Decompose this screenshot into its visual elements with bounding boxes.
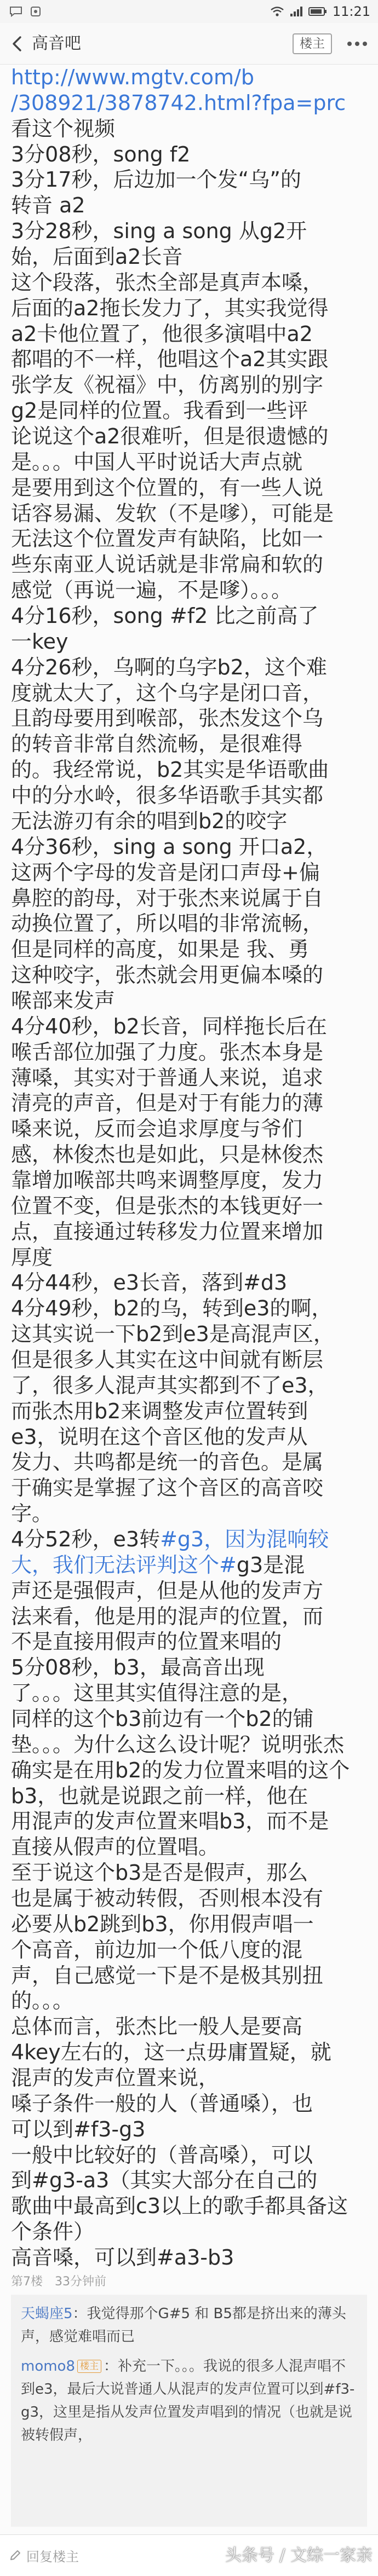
status-time: 11:21 <box>332 4 370 19</box>
post-time: 33分钟前 <box>55 2275 106 2289</box>
reply-text: ：我觉得那个G#5 和 B5都是挤出来的薄头声，感觉难唱而已 <box>21 2306 346 2345</box>
post-line: 话容易漏、发软（不是嗲），可能是 <box>11 501 334 525</box>
post-line <box>11 1527 375 1552</box>
post-line: 转音 a2 <box>11 193 85 218</box>
post-line: 4分44秒，e3长音，落到#d3 <box>11 1270 288 1295</box>
post-line: 于确实是掌握了这个音区的高音咬 <box>11 1476 324 1500</box>
post-line: 法来看，他是用的混声的位置，而 <box>11 1604 324 1628</box>
post-line: 也是属于被动转假，否则根本没有 <box>11 1886 324 1911</box>
post-line: 个高音，前边加一个低八度的混 <box>11 1937 303 1962</box>
floor-number: 第7楼 <box>11 2275 43 2289</box>
floor-meta <box>11 2273 106 2291</box>
post-line: a2卡他位置了，他很多演唱中a2 <box>11 321 313 346</box>
post-line: 3分08秒，song f2 <box>11 142 191 166</box>
post-line: 张学友《祝福》中，仿离别的别字 <box>11 373 324 397</box>
post-line: 至于说这个b3是否是假声，那么 <box>11 1861 308 1885</box>
post-line: 3分28秒，sing a song 从g2开 <box>11 219 307 244</box>
post-line: 嗓子条件一般的人（普通嗓），也 <box>11 2091 313 2116</box>
video-link[interactable]: http://www.mgtv.com/b <box>11 65 254 89</box>
battery-icon <box>308 7 327 16</box>
post-line: 声还是强假声，但是从他的发声方 <box>11 1578 324 1603</box>
reply-item[interactable] <box>21 2355 357 2447</box>
forum-title[interactable]: 高音吧 <box>32 34 81 53</box>
post-line: 这个段落，张杰全部是真声本嗓， <box>11 270 324 294</box>
reply-list <box>11 2295 367 2527</box>
post-text: 4分52秒，e3转 <box>11 1527 161 1551</box>
post-line <box>11 90 375 116</box>
post-line: 位置不变，但是张杰的本钱更好一 <box>11 1193 324 1218</box>
status-bar <box>0 0 378 23</box>
post-line: 5分08秒，b3，最高音出现 <box>11 1655 265 1680</box>
notification-icon <box>9 5 23 18</box>
reply-text: ：补充一下。。。我说的很多人混声唱不到e3，最后大说普通人从混声的发声位置可以到#f3-g3，这里是指从发声位置发声唱到的情况（也就是说被转假声， <box>21 2358 355 2444</box>
post-line <box>11 65 375 90</box>
post-line: 的转音非常自然流畅，是很难得 <box>11 732 303 756</box>
post-line: 嗓来说，反而会追求厚度与爷们 <box>11 1117 303 1141</box>
owner-badge: 楼主 <box>77 2360 101 2373</box>
post-line: 歌曲中最高到c3以上的歌手都具备这 <box>11 2194 348 2219</box>
post-line: 度就太大了，这个乌字是闭口音， <box>11 680 324 705</box>
post-line: 感，林俊杰也是如此，只是林俊杰 <box>11 1142 324 1167</box>
post-line: 些东南亚人说话就是非常扁和软的 <box>11 552 324 577</box>
post-line: 鼻腔的韵母，对于张杰来说属于自 <box>11 886 324 910</box>
video-link[interactable]: /308921/3878742.html?fpa=prc <box>11 90 346 115</box>
post-line: 但是同样的高度，如果是 我、勇 <box>11 937 310 962</box>
post-line: 直接从假声的位置唱。 <box>11 1835 220 1859</box>
post-line: g2是同样的位置。我看到一些评 <box>11 398 308 423</box>
post-line: 4分36秒，sing a song 开口a2， <box>11 834 328 859</box>
post-line: 后面的a2拖长发力了，其实我觉得 <box>11 296 329 320</box>
reply-username[interactable]: 天蝎座5 <box>21 2306 73 2322</box>
post-line: 4分40秒，b2长音，同样拖长后在 <box>11 1014 327 1038</box>
post-line: 无法游刃有余的唱到b2的咬字 <box>11 808 288 833</box>
post-line: 厚度 <box>11 1245 53 1269</box>
post-line: 薄嗓，其实对于普通人来说，追求 <box>11 1065 324 1090</box>
post-line: 一key <box>11 629 68 654</box>
post-text: g3是混 <box>236 1552 305 1577</box>
post-line: 垫。。。为什么这么设计呢？说明张杰 <box>11 1732 345 1757</box>
post-line: 不是直接用假声的位置来唱的 <box>11 1630 282 1654</box>
post-line: 了，很多人混声其实都到不了e3， <box>11 1373 329 1397</box>
post-line: 清亮的声音，但是对于有能力的薄 <box>11 1091 324 1116</box>
post-line: 是。。。中国人平时说话大声点就 <box>11 449 303 474</box>
reply-placeholder: 回复楼主 <box>26 2549 79 2565</box>
pencil-icon <box>9 2549 22 2562</box>
status-notifications <box>9 0 42 23</box>
post-line: 这其实说一下b2到e3是高混声区， <box>11 1322 334 1347</box>
post-line: 了。。。这里其实值得注意的是， <box>11 1681 303 1706</box>
post-line: e3，说明在这个音区他的发声从 <box>11 1424 308 1449</box>
post-line: 始，后面到a2长音 <box>11 245 183 269</box>
post-line: 论说这个a2很难听，但是很遗憾的 <box>11 424 329 449</box>
post-line: 无法这个位置发声有缺陷，比如一 <box>11 527 324 551</box>
post-line: 可以到#f3-g3 <box>11 2117 146 2141</box>
bottom-bar <box>0 2534 378 2576</box>
post-line: 用混声的发声位置来唱b3，而不是 <box>11 1809 329 1834</box>
wifi-icon <box>270 6 284 17</box>
post-line: 看这个视频 <box>11 116 116 141</box>
post-line: 4分49秒，b2的乌，转到e3的啊， <box>11 1296 333 1321</box>
post-line: 喉部来发声 <box>11 988 116 1013</box>
signal-icon <box>290 6 303 17</box>
post-line: 必要从b2跳到b3，你用假声唱一 <box>11 1911 314 1936</box>
post-line: 发力、共鸣都是统一的音色。是属 <box>11 1450 324 1475</box>
post-line: 4key左右的，这一点毋庸置疑，就 <box>11 2040 331 2065</box>
topic-link[interactable]: #g3，因为混响较 <box>160 1527 329 1551</box>
post-line: 动换位置了，所以唱的非常流畅， <box>11 911 324 936</box>
post-line: 混声的发声位置来说， <box>11 2066 220 2090</box>
reply-item[interactable] <box>21 2302 357 2348</box>
notification-icon <box>30 5 42 18</box>
post-line: 总体而言，张杰比一般人是要高 <box>11 2014 303 2039</box>
post-line: 这两个字母的发音是闭口声母+偏 <box>11 860 320 885</box>
post-line: 且韵母要用到喉部，张杰发这个乌 <box>11 706 324 731</box>
more-icon[interactable] <box>344 37 370 50</box>
post-line: 4分26秒，乌啊的乌字b2，这个难 <box>11 655 327 679</box>
post-line: 个条件） <box>11 2220 95 2244</box>
post-line <box>11 1552 375 1578</box>
post-line: 喉舌部位加强了力度。张杰本身是 <box>11 1039 324 1064</box>
post-line: 声，自己感觉一下是不是极其别扭 <box>11 1963 324 1988</box>
post-line: 中的分水岭，很多华语歌手其实都 <box>11 783 324 808</box>
reply-owner-input[interactable] <box>9 2543 173 2567</box>
post-content <box>11 65 375 2272</box>
post-line: 靠增加喉部共鸣来调整厚度，发力 <box>11 1168 324 1192</box>
post-line: 这种咬字，张杰就会用更偏本嗓的 <box>11 963 324 987</box>
post-line: 感觉（再说一遍，不是嗲）。。。 <box>11 578 293 603</box>
reply-username[interactable]: momo8 <box>21 2358 76 2375</box>
post-line: 3分17秒，后边加一个发“乌”的 <box>11 168 301 192</box>
post-line: 到#g3-a3（其实大部分在自己的 <box>11 2168 318 2193</box>
post-line: 但是很多人其实在这中间就有断层 <box>11 1347 324 1372</box>
post-line: 高音嗓，可以到#a3-b3 <box>11 2245 234 2270</box>
post-line: 的。。。 <box>11 1989 74 2013</box>
top-navigation-bar <box>0 23 378 65</box>
post-line: 4分16秒，song #f2 比之前高了 <box>11 604 319 628</box>
post-line: 同样的这个b3前边有一个b2的铺 <box>11 1707 314 1731</box>
post-line: b3，也就是说跟之前一样，他在 <box>11 1783 308 1808</box>
post-line: 都唱的不一样，他唱这个a2其实跟 <box>11 347 329 372</box>
only-owner-button[interactable]: 楼主 <box>293 33 332 54</box>
post-line: 点，直接通过转移发力位置来增加 <box>11 1219 324 1244</box>
status-indicators <box>270 0 370 23</box>
post-line: 是要用到这个位置的，有一些人说 <box>11 475 324 500</box>
watermark: 头条号 / 文综一家亲 <box>225 2546 373 2565</box>
post-line: 一般中比较好的（普高嗓），可以 <box>11 2142 313 2167</box>
post-line: 确实是在用b2的发力位置来唱的这个 <box>11 1758 350 1782</box>
back-arrow-icon[interactable] <box>7 33 28 55</box>
post-line: 字。 <box>11 1501 53 1526</box>
topic-link[interactable]: 大，我们无法评判这个# <box>11 1552 237 1577</box>
post-line: 的。我经常说，b2其实是华语歌曲 <box>11 758 329 782</box>
post-line: 而张杰用b2来调整发声位置转到 <box>11 1399 308 1423</box>
